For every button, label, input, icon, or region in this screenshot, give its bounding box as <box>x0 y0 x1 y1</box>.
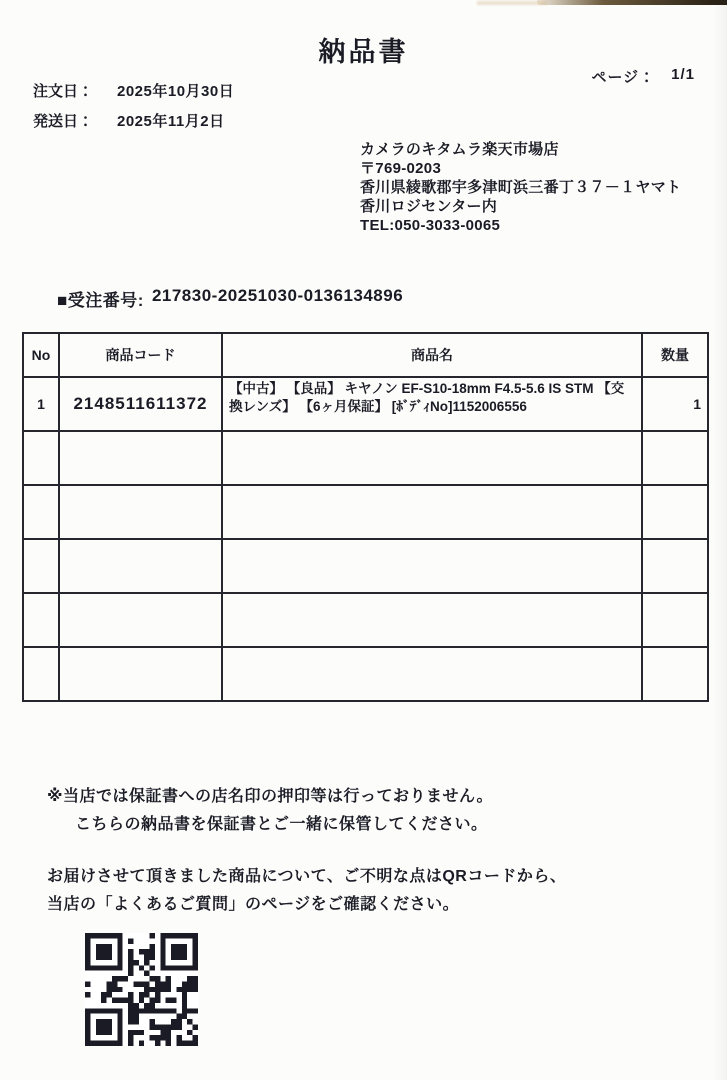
order-date-label: 注文日： <box>33 83 94 100</box>
store-address-line2: 香川ロジセンター内 <box>360 198 498 216</box>
scan-artifact-strip <box>537 0 727 5</box>
item-quantity: 1 <box>642 377 708 431</box>
warranty-note-line2: こちらの納品書を保証書とご一緒に保管してください。 <box>75 816 488 833</box>
page-edge-shadow <box>713 0 727 1080</box>
store-phone: TEL:050-3033-0065 <box>360 217 501 235</box>
item-no: 1 <box>23 377 59 431</box>
empty-table-row <box>23 431 708 485</box>
faq-note-line1: お届けさせて頂きました商品について、ご不明な点はQRコードから、 <box>47 868 567 885</box>
ship-date-value: 2025年11月2日 <box>117 113 225 130</box>
page-number <box>591 66 695 87</box>
empty-table-row <box>23 647 708 701</box>
order-number-label: ■受注番号: <box>57 291 144 310</box>
column-header-product-name: 商品名 <box>222 333 642 377</box>
faq-note-line2: 当店の「よくあるご質問」のページをご確認ください。 <box>47 896 460 913</box>
warranty-note-line1: ※当店では保証書への店名印の押印等は行っておりません。 <box>47 788 494 805</box>
qr-code-icon <box>85 933 198 1046</box>
store-address-line1: 香川県綾歌郡宇多津町浜三番丁３７－１ヤマト <box>360 179 682 197</box>
items-table <box>22 332 709 702</box>
column-header-no: No <box>23 333 59 377</box>
column-header-quantity: 数量 <box>642 333 708 377</box>
scan-artifact-smudge <box>477 1 547 5</box>
store-postal-code: 〒769-0203 <box>360 160 442 178</box>
empty-table-row <box>23 593 708 647</box>
table-row <box>23 377 708 431</box>
page-title: 納品書 <box>318 37 409 67</box>
order-date-row <box>33 80 234 101</box>
date-block <box>33 80 234 140</box>
order-number-heading <box>57 286 403 311</box>
item-product-name: 【中古】 【良品】 キヤノン EF-S10-18mm F4.5-5.6 IS STM 【交換レンズ】 【6ヶ月保証】 [ﾎﾞﾃﾞｨNo]1152006556 <box>222 377 642 431</box>
empty-table-row <box>23 539 708 593</box>
ship-date-label: 発送日： <box>33 113 94 130</box>
store-name: カメラのキタムラ楽天市場店 <box>360 141 559 158</box>
order-date-value: 2025年10月30日 <box>117 83 235 100</box>
store-address-block <box>360 140 681 235</box>
empty-table-row <box>23 485 708 539</box>
table-header-row <box>23 333 708 377</box>
page-number-label: ページ： <box>591 69 656 86</box>
item-product-code: 2148511611372 <box>59 377 222 431</box>
column-header-product-code: 商品コード <box>59 333 222 377</box>
ship-date-row <box>33 110 234 131</box>
page-number-value: 1/1 <box>671 66 695 83</box>
order-number-value: 217830-20251030-0136134896 <box>151 286 404 305</box>
qr-code <box>85 933 198 1046</box>
footer-notes <box>47 783 566 919</box>
